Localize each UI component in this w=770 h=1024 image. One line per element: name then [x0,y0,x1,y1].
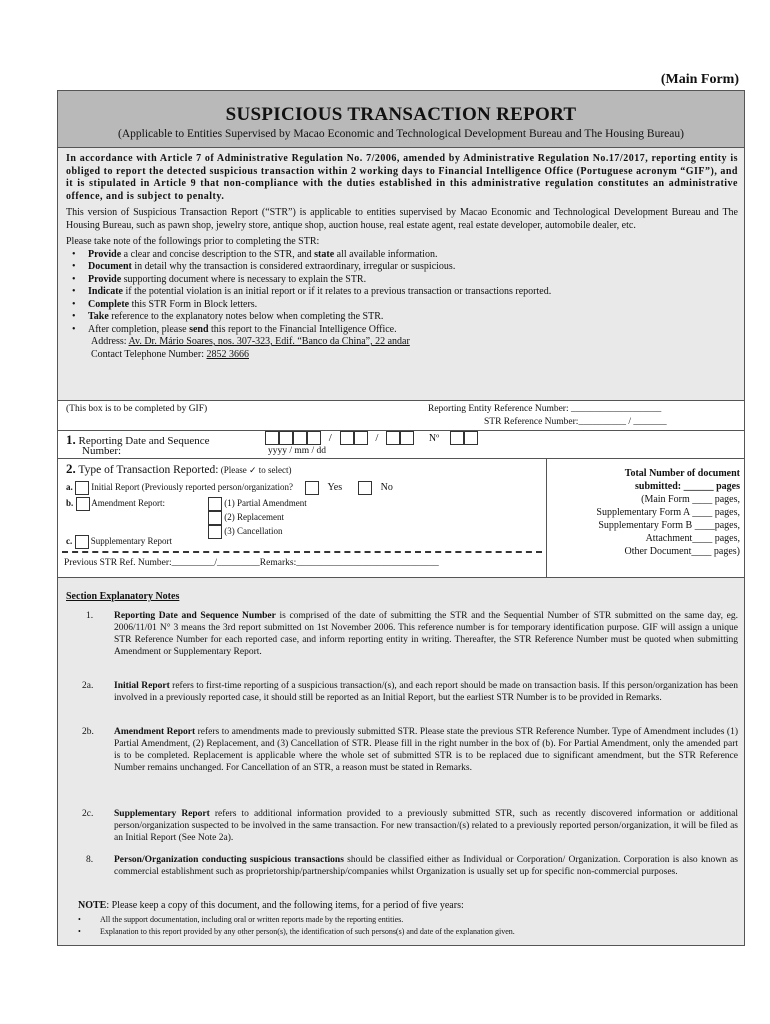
note-text: Reporting Date and Sequence Number is comprised of the date of submitting the STR and the Sequential Number of STR submitted on the same day, eg. 2006/11/01 N° 3 means the 3rd report submitted on 1st November 2006. This reference number is for temporary identification purpose. GIF will assign a unique STR Reference Number for each reported case, and inform reporting entity in writing. Thereafter, the STR Reference Number must be quoted when submitting Amendment or Supplementary Report. [114,611,739,657]
document-count-title: Total Number of document [624,468,740,479]
section-transaction-type [58,458,744,578]
entity-reference-field[interactable]: Reporting Entity Reference Number: ___________________ [428,404,662,414]
section1-label: 1. Reporting Date and Sequence [66,432,210,447]
note-number: 8. [86,855,94,865]
amendment-option-partial: (1) Partial Amendment [208,497,307,511]
gif-reference-row [58,400,744,431]
intro-instructions-heading: Please take note of the followings prior to completing the STR: [66,236,320,247]
note-text: Initial Report refers to first-time reporting of a suspicious transaction/(s), and each report should be made on transaction basis. If this person/organization has been involved in a previously reported case, it should still be reported as an Initial Report, but the earliest STR Number is to be provided in Remarks. [114,681,738,703]
document-count-line[interactable]: (Main Form ____ pages, [641,494,740,505]
gif-address: Address: Av. Dr. Mário Soares, nos. 307-323, Edif. “Banco da China”, 22 andar [91,336,410,347]
explanatory-notes [58,577,744,946]
year-digit-box[interactable] [307,431,321,445]
amendment-type-box[interactable] [208,511,222,525]
previous-str-remarks-field[interactable]: Previous STR Ref. Number:_________/_________Remarks:______________________________ [64,558,439,568]
instruction-item: • Provide supporting document where is necessary to explain the STR. [84,274,738,287]
amendment-type-box[interactable] [208,497,222,511]
str-reference-field[interactable]: STR Reference Number:__________ / _______ [484,417,667,427]
sequence-digit-box[interactable] [464,431,478,445]
instructions-list [66,249,738,337]
instruction-item: • Document in detail why the transaction is considered extraordinary, irregular or suspicious. [84,261,738,274]
initial-report-row: a. Initial Report (Previously reported person/organization? Yes No [66,482,393,494]
amendment-report-row: b. Amendment Report: [66,497,165,511]
document-count-line[interactable]: Supplementary Form B ____pages, [598,520,740,531]
retention-bullet: • All the support documentation, including oral or written reports made by the reporting entities. [78,915,404,924]
intro-legal-paragraph: In accordance with Article 7 of Administrative Regulation No. 7/2006, amended by Administrative Regulation No.17/2017, reporting entity is obliged to report the detected suspicious transaction within 2 working days to Financial Intelligence Office (Portuguese acronym “GIF”), and it is stipulated in Article 9 that non-compliance with the duties established in this administrative regulation constitutes an administrative offence, and is subject to penalty. [66,153,738,202]
gif-box-note: (This box is to be completed by GIF) [66,404,208,414]
intro-scope-paragraph: This version of Suspicious Transaction Report (“STR”) is applicable to entities supervised by Macao Economic and Technological Development Bureau and The Housing Bureau, such as pawn shop, jewelry store, antique shop, auction house, real estate agent, real estate developer, automobile dealer, etc. [66,207,738,231]
date-format-hint: yyyy / mm / dd [268,446,327,456]
note-number: 2c. [82,809,94,819]
note-number: 2a. [82,681,94,691]
gif-phone: Contact Telephone Number: 2852 3666 [91,348,249,360]
section-reporting-date [58,430,744,459]
dashed-divider [62,551,542,553]
document-count-line[interactable]: Supplementary Form A ____ pages, [596,507,740,518]
document-count-panel [548,467,740,558]
str-form [57,90,745,946]
sequence-number-label: Nº [428,432,440,444]
document-count-line[interactable]: Other Document____ pages) [624,546,740,557]
note-text: Person/Organization conducting suspicious transactions should be classified either as Individual or Corporation/ Organization. Corporation is also known as commercial establishment such as proprietorship/partnership/companies whilst Organization is usually set up for specific non-commercial purposes. [114,855,738,877]
year-digit-box[interactable] [279,431,293,445]
transaction-type-panel [58,459,547,578]
instruction-item: • Take reference to the explanatory notes below when completing the STR. [84,311,738,324]
previously-reported-no-checkbox[interactable] [358,481,372,495]
date-separator: / [328,431,332,444]
sequence-digit-box[interactable] [450,431,464,445]
previously-reported-yes-checkbox[interactable] [305,481,319,495]
instruction-item: • Complete this STR Form in Block letters. [84,299,738,312]
note-number: 1. [86,611,94,621]
explanatory-heading: Section Explanatory Notes [66,591,180,602]
instruction-item: • Indicate if the potential violation is an initial report or if it relates to a previous transaction or transactions reported. [84,286,738,299]
supplementary-report-checkbox[interactable] [75,535,89,549]
instruction-item: • Provide a clear and concise description to the STR, and state all available information. [84,249,738,262]
day-digit-box[interactable] [400,431,414,445]
amendment-type-box[interactable] [208,525,222,539]
retention-note: NOTE: Please keep a copy of this document, and the following items, for a period of five years: [78,900,464,911]
note-number: 2b. [82,727,94,737]
note-text: Supplementary Report refers to additional information provided to a previously submitted STR, such as recently discovered information or additional person/organization suspected to be involved in the same transaction. For new transaction/(s) related to a previously reported person/organization, it will be filed as an Initial Report (See Note 2a). [114,809,738,843]
section1-label-cont: Number: [82,445,122,457]
date-separator: / [375,431,379,444]
main-form-label: (Main Form) [660,72,739,87]
amendment-report-checkbox[interactable] [76,497,90,511]
form-subtitle: (Applicable to Entities Supervised by Macao Economic and Technological Development Bureau and The Housing Bureau) [118,128,684,140]
amendment-option-cancellation: (3) Cancellation [208,525,282,539]
document-count-line[interactable]: submitted: ______ pages [634,481,740,492]
form-title: SUSPICIOUS TRANSACTION REPORT [225,104,577,125]
instruction-item: • After completion, please send this report to the Financial Intelligence Office. [84,324,738,337]
initial-report-checkbox[interactable] [75,481,89,495]
retention-bullet: • Explanation to this report provided by any other person(s), the identification of such persons(s) and date of the explanation given. [78,927,515,936]
intro-section [66,153,738,361]
month-digit-box[interactable] [354,431,368,445]
title-bar [58,91,744,148]
note-text: Amendment Report refers to amendments made to previously submitted STR. Please state the previous STR Reference Number. Type of Amendment includes (1) Partial Amendment, (2) Replacement, and (3) Cancellation of STR. Please fill in the right number in the box of (b). For Partial Amendment, only the amended part is to be completed. Replacement is applicable where the whole set of submitted STR is to be replaced due to significant amendment, but the STR Reference Number remains unchanged. For Cancellation of an STR, a reason must be stated in Remarks. [114,727,738,773]
document-count-line[interactable]: Attachment____ pages, [645,533,740,544]
year-digit-box[interactable] [293,431,307,445]
year-digit-box[interactable] [265,431,279,445]
amendment-option-replacement: (2) Replacement [208,511,284,525]
date-boxes [265,431,478,445]
day-digit-box[interactable] [386,431,400,445]
month-digit-box[interactable] [340,431,354,445]
supplementary-report-row: c. Supplementary Report [66,535,172,549]
section2-label: 2. Type of Transaction Reported: (Please ✓ to select) [66,461,292,476]
